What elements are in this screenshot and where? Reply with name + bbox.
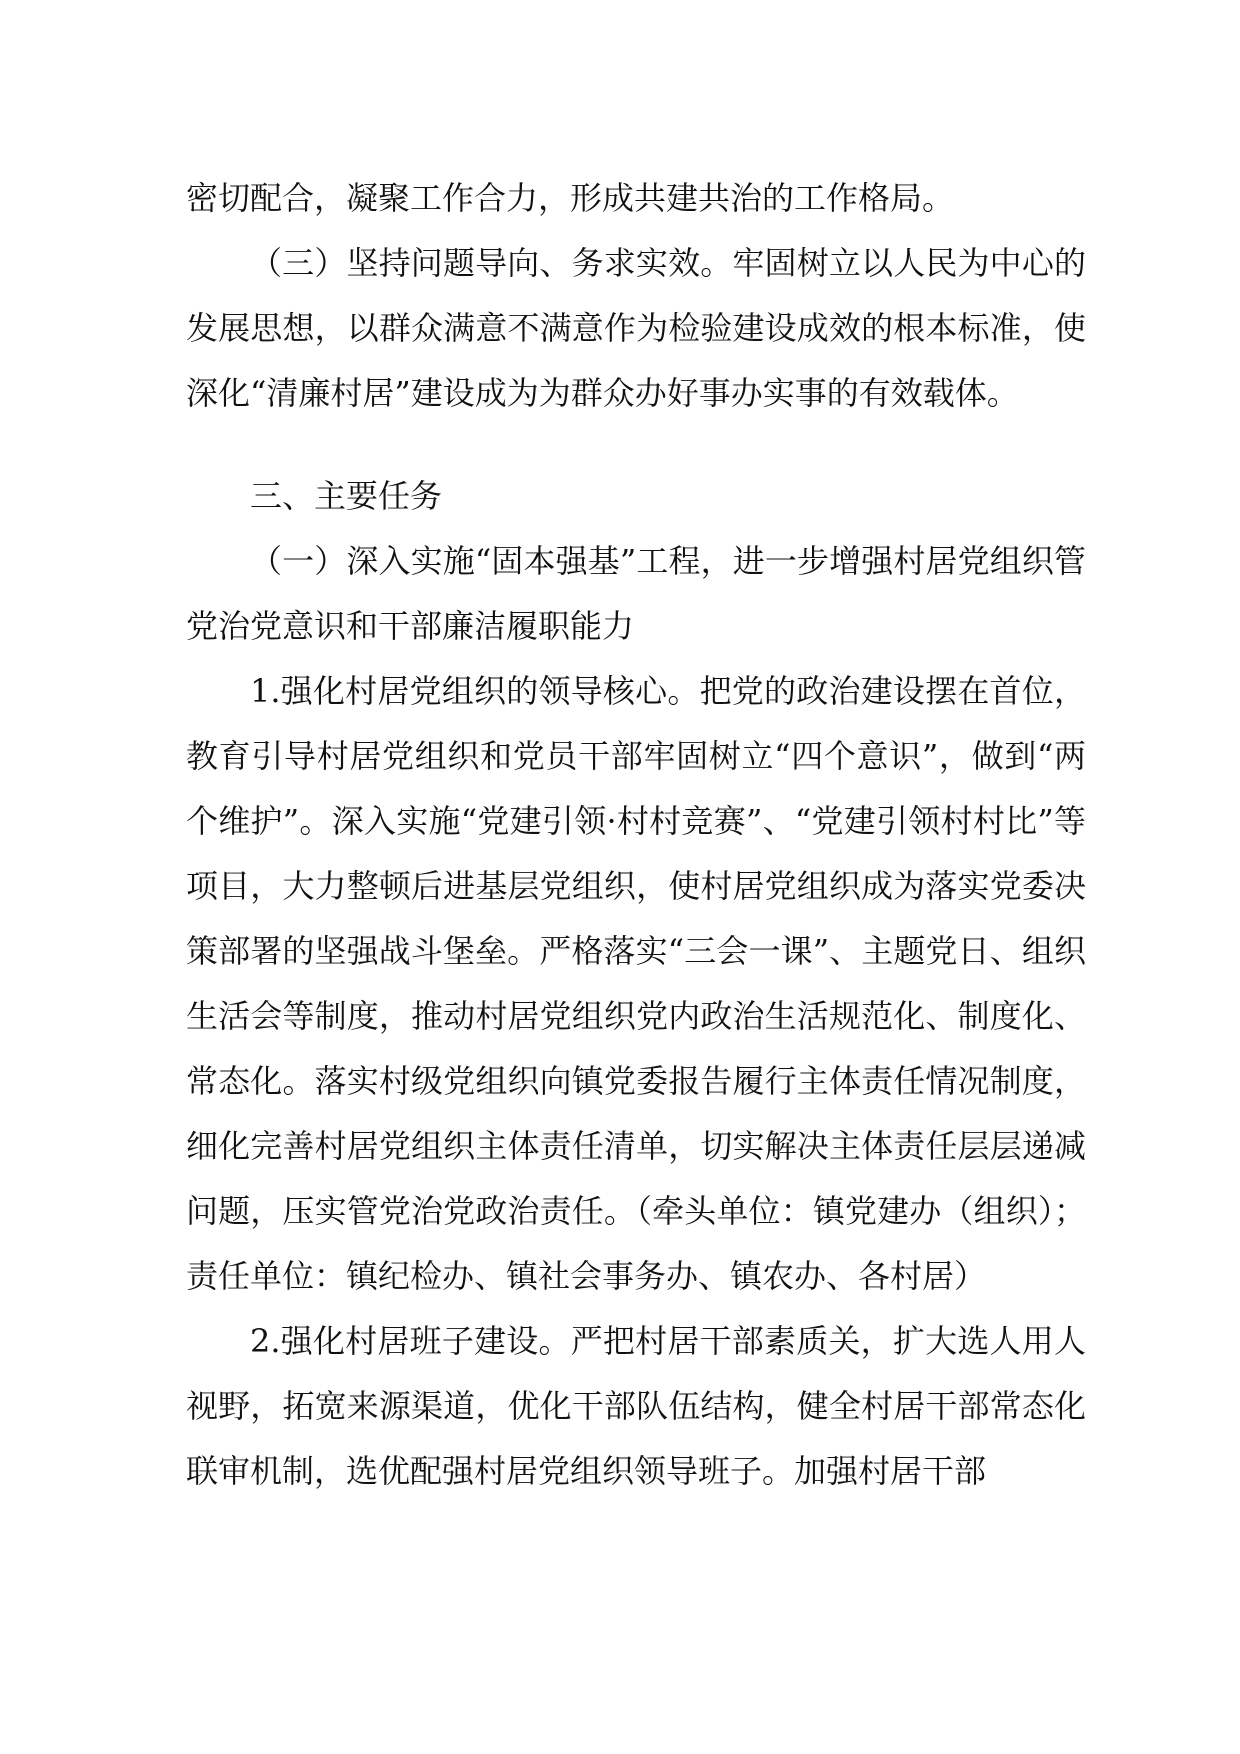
paragraph-item-2: 2.强化村居班子建设。严把村居干部素质关，扩大选人用人视野，拓宽来源渠道，优化干部队伍结构，健全村居干部常态化联审机制，选优配强村居党组织领导班子。加强村居干部: [186, 1322, 1086, 1490]
paragraph-principle-three: （三）坚持问题导向、务求实效。牢固树立以人民为中心的发展思想，以群众满意不满意作为检验建设成效的根本标准，使深化“清廉村居”建设成为为群众办好事办实事的有效载体。: [186, 244, 1086, 412]
section-heading-main-tasks: 三、主要任务: [250, 477, 443, 515]
document-body: [186, 166, 1086, 1504]
paragraph-continuation: 密切配合，凝聚工作合力，形成共建共治的工作格局。: [186, 179, 955, 217]
paragraph-item-1: 1.强化村居党组织的领导核心。把党的政治建设摆在首位，教育引导村居党组织和党员干部牢固树立“四个意识”，做到“两个维护”。深入实施“党建引领·村村竞赛”、“党建引领村村比”等项目，大力整顿后进基层党组织，使村居党组织成为落实党委决策部署的坚强战斗堡垒。严格落实“三会一课”、主题党日、组织生活会等制度，推动村居党组织党内政治生活规范化、制度化、常态化。落实村级党组织向镇党委报告履行主体责任情况制度，细化完善村居党组织主体责任清单，切实解决主体责任层层递减问题，压实管党治党政治责任。（牵头单位：镇党建办（组织）；责任单位：镇纪检办、镇社会事务办、镇农办、各村居）: [186, 672, 1086, 1295]
subsection-heading-one: （一）深入实施“固本强基”工程，进一步增强村居党组织管党治党意识和干部廉洁履职能力: [186, 542, 1086, 645]
section-spacer: [186, 426, 1086, 464]
